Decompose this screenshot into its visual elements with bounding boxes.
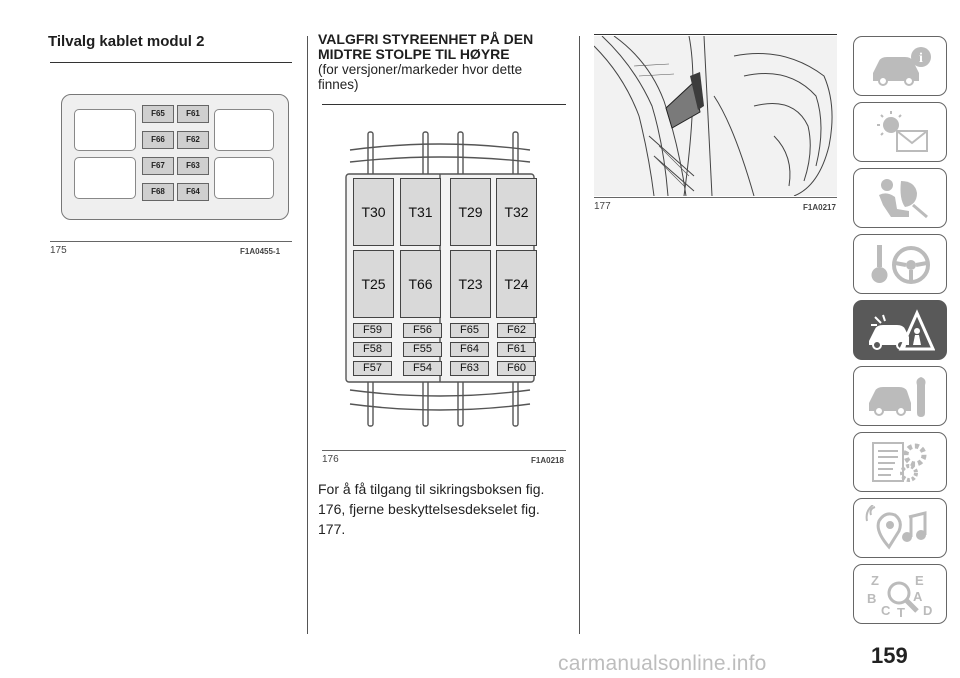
fuse: F68 bbox=[142, 183, 174, 201]
fuse: F55 bbox=[403, 342, 442, 357]
emergency-breakdown-icon bbox=[865, 307, 935, 353]
fuse: F66 bbox=[142, 131, 174, 149]
fuse: F58 bbox=[353, 342, 392, 357]
relay: T24 bbox=[496, 250, 537, 318]
section-subtitle: (for versjoner/markeder hvor dette bbox=[318, 62, 523, 77]
fuse: F61 bbox=[177, 105, 209, 123]
relay: T30 bbox=[353, 178, 394, 246]
tab-emergency[interactable] bbox=[853, 300, 947, 360]
connector-slot bbox=[214, 109, 274, 151]
fuse-module-diagram bbox=[61, 94, 289, 220]
svg-text:B: B bbox=[867, 591, 877, 606]
interior-pillar-illustration bbox=[594, 36, 837, 196]
tab-specifications[interactable] bbox=[853, 432, 947, 492]
relay: T25 bbox=[353, 250, 394, 318]
figure-code: F1A0218 bbox=[531, 456, 564, 465]
body-paragraph-line3: 177. bbox=[318, 521, 346, 537]
page-number: 159 bbox=[871, 643, 908, 668]
figure-top-rule bbox=[50, 62, 292, 63]
body-paragraph-line2: 176, fjerne beskyttelsesdekselet fig. bbox=[318, 501, 540, 517]
figure-number: 177 bbox=[594, 201, 611, 212]
multimedia-navigation-icon bbox=[865, 505, 935, 551]
figure-top-rule bbox=[322, 104, 566, 105]
specifications-gears-icon bbox=[865, 439, 935, 485]
column-divider-left bbox=[307, 36, 308, 634]
figure-code: F1A0455-1 bbox=[240, 247, 281, 256]
warning-lights-message-icon bbox=[865, 109, 935, 155]
figure-code: F1A0217 bbox=[803, 203, 836, 212]
relay: T66 bbox=[400, 250, 441, 318]
alphabetical-index-icon bbox=[865, 571, 935, 617]
figure-bottom-rule bbox=[594, 197, 837, 198]
relay: T29 bbox=[450, 178, 491, 246]
section-title-line2: MIDTRE STOLPE TIL HØYRE bbox=[318, 46, 510, 62]
airbag-seat-icon bbox=[865, 175, 935, 221]
relay: T32 bbox=[496, 178, 537, 246]
connector-slot bbox=[74, 157, 136, 199]
relay: T31 bbox=[400, 178, 441, 246]
figure-number: 176 bbox=[322, 454, 339, 465]
fuse: F61 bbox=[497, 342, 536, 357]
tab-safety[interactable] bbox=[853, 168, 947, 228]
svg-text:C: C bbox=[881, 603, 891, 617]
car-maintenance-icon bbox=[865, 373, 935, 419]
tab-car-info[interactable] bbox=[853, 36, 947, 96]
figure-number: 175 bbox=[50, 245, 67, 256]
svg-text:D: D bbox=[923, 603, 933, 617]
fuse: F59 bbox=[353, 323, 392, 338]
tab-index[interactable] bbox=[853, 564, 947, 624]
fuse: F62 bbox=[497, 323, 536, 338]
tab-multimedia[interactable] bbox=[853, 498, 947, 558]
tab-maintenance[interactable] bbox=[853, 366, 947, 426]
section-title: VALGFRI STYREENHET PÅ DEN bbox=[318, 31, 534, 47]
relay: T23 bbox=[450, 250, 491, 318]
fuse: F56 bbox=[403, 323, 442, 338]
figure-bottom-rule bbox=[322, 450, 566, 451]
tab-warning-lights[interactable] bbox=[853, 102, 947, 162]
fuse: F64 bbox=[177, 183, 209, 201]
fuse: F57 bbox=[353, 361, 392, 376]
figure-bottom-rule bbox=[50, 241, 292, 242]
figure-top-rule bbox=[594, 34, 837, 35]
connector-slot bbox=[214, 157, 274, 199]
svg-text:E: E bbox=[915, 573, 924, 588]
key-steering-wheel-icon bbox=[865, 241, 935, 287]
fuse: F62 bbox=[177, 131, 209, 149]
fuse: F67 bbox=[142, 157, 174, 175]
fuse: F60 bbox=[497, 361, 536, 376]
watermark: carmanualsonline.info bbox=[558, 652, 767, 675]
svg-text:i: i bbox=[919, 51, 923, 66]
fuse: F63 bbox=[450, 361, 489, 376]
svg-text:Z: Z bbox=[871, 573, 879, 588]
connector-slot bbox=[74, 109, 136, 151]
fuse: F63 bbox=[177, 157, 209, 175]
section-title: Tilvalg kablet modul 2 bbox=[48, 33, 205, 50]
body-paragraph: For å få tilgang til sikringsboksen fig. bbox=[318, 481, 545, 497]
fuse: F64 bbox=[450, 342, 489, 357]
fuse: F65 bbox=[450, 323, 489, 338]
section-subtitle-line2: finnes) bbox=[318, 77, 359, 92]
fuse: F54 bbox=[403, 361, 442, 376]
svg-text:A: A bbox=[913, 589, 923, 604]
tab-starting-driving[interactable] bbox=[853, 234, 947, 294]
car-info-icon bbox=[865, 43, 935, 89]
svg-text:T: T bbox=[897, 605, 905, 617]
column-divider-right bbox=[579, 36, 580, 634]
fuse: F65 bbox=[142, 105, 174, 123]
